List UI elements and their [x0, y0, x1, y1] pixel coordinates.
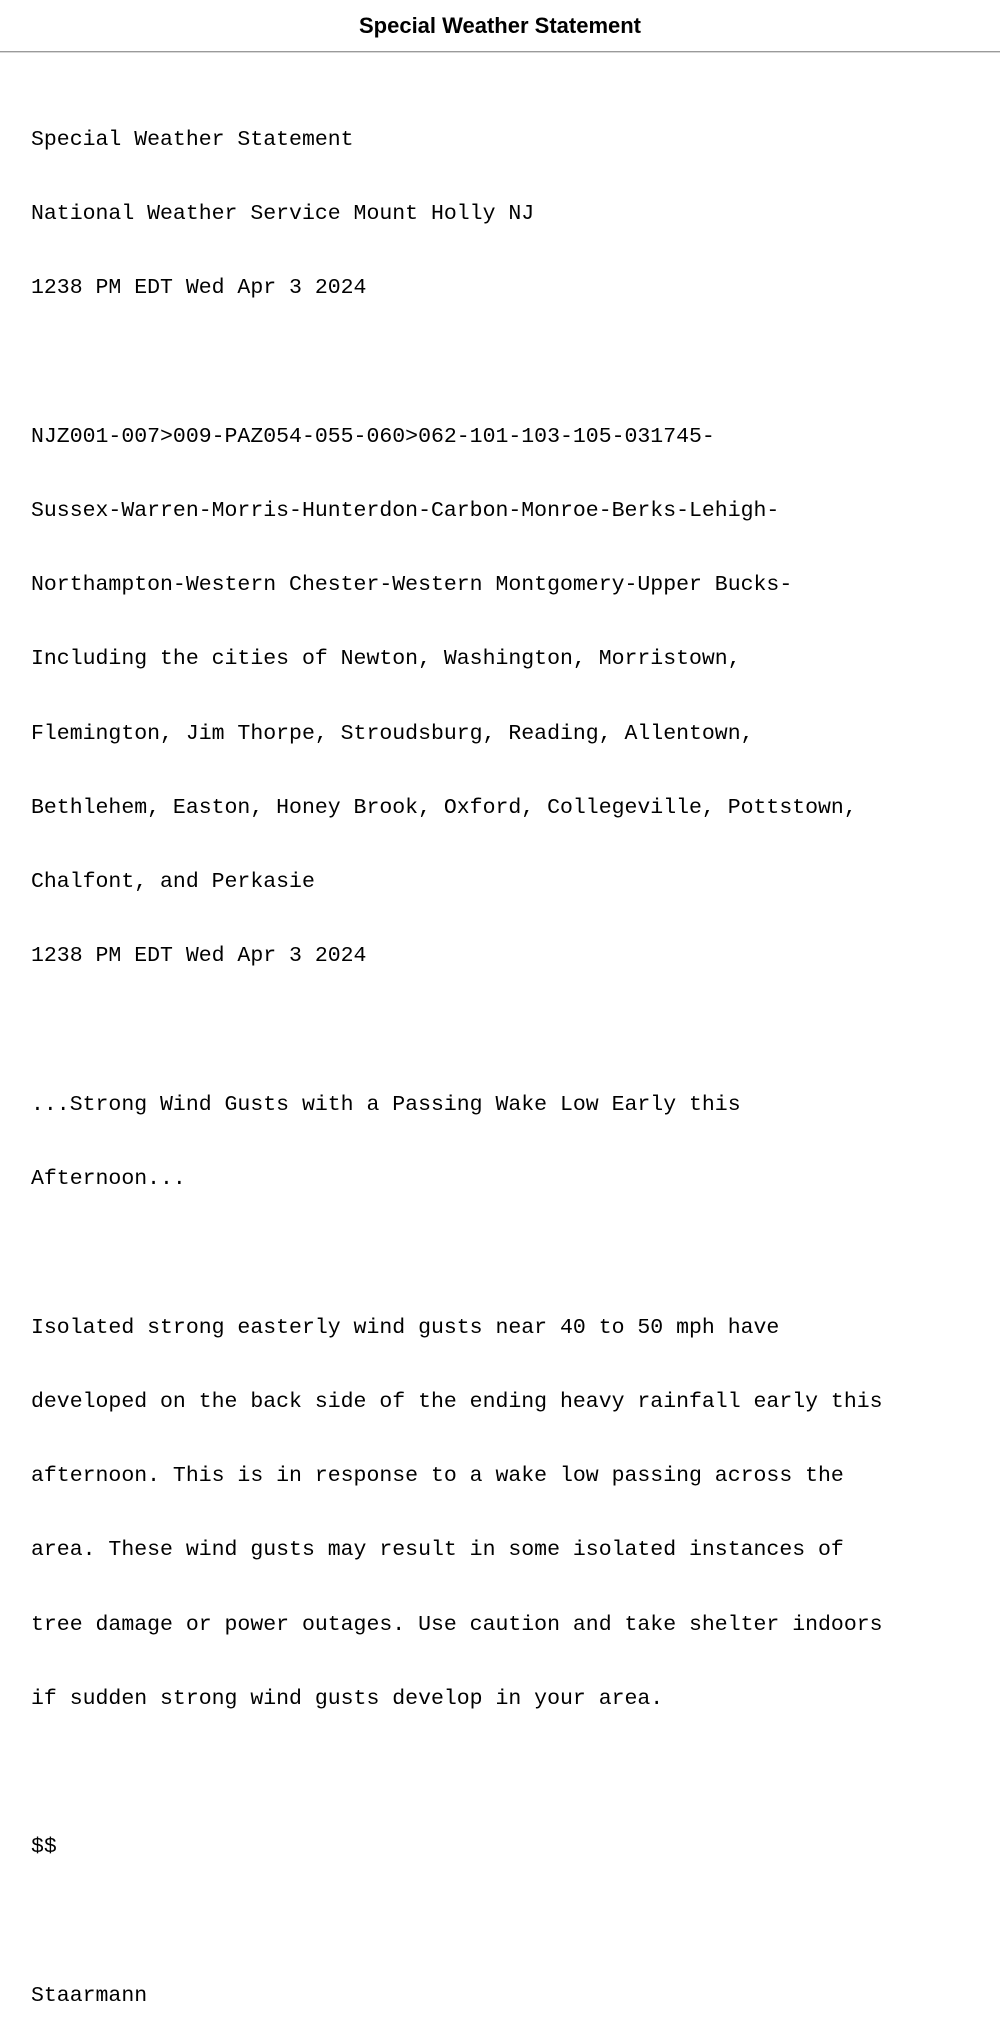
body-line: if sudden strong wind gusts develop in your area. — [31, 1686, 664, 1711]
headline-line: Afternoon... — [31, 1167, 186, 1191]
zone-line: Northampton-Western Chester-Western Montgomery-Upper Bucks- — [31, 573, 793, 597]
page-title: Special Weather Statement — [358, 12, 642, 38]
blank-line — [31, 1761, 981, 1786]
cities-line: Including the cities of Newton, Washington, Morristown, — [31, 647, 741, 672]
cities-line: Bethlehem, Easton, Honey Brook, Oxford, Collegeville, Pottstown, — [31, 795, 857, 820]
terminator: $$ — [31, 1835, 57, 1860]
body-line: developed on the back side of the ending heavy rainfall early this — [31, 1389, 883, 1414]
ugc-line: NJZ001-007>009-PAZ054-055-060>062-101-103-105-031745- — [31, 424, 715, 449]
cities-line: Chalfont, and Perkasie — [31, 870, 315, 894]
blank-line — [31, 350, 981, 375]
issuing-office: National Weather Service Mount Holly NJ — [31, 201, 535, 226]
issue-time: 1238 PM EDT Wed Apr 3 2024 — [31, 276, 367, 300]
blank-line — [31, 1019, 981, 1044]
body-line: tree damage or power outages. Use caution and take shelter indoors — [31, 1612, 883, 1637]
blank-line — [31, 1910, 981, 1935]
forecaster-name: Staarmann — [31, 1983, 148, 2008]
body-line: Isolated strong easterly wind gusts near 40 to 50 mph have — [31, 1315, 780, 1340]
issue-time-repeat: 1238 PM EDT Wed Apr 3 2024 — [31, 944, 367, 969]
headline-line: ...Strong Wind Gusts with a Passing Wake Low Early this — [31, 1092, 741, 1117]
page-header — [0, 0, 1000, 52]
cities-line: Flemington, Jim Thorpe, Stroudsburg, Reading, Allentown, — [31, 721, 754, 746]
product-name: Special Weather Statement — [31, 127, 354, 152]
blank-line — [31, 1241, 981, 1266]
bulletin-text — [31, 78, 981, 2033]
zone-line: Sussex-Warren-Morris-Hunterdon-Carbon-Monroe-Berks-Lehigh- — [31, 498, 780, 523]
body-line: area. These wind gusts may result in some isolated instances of — [31, 1538, 844, 1563]
body-line: afternoon. This is in response to a wake low passing across the — [31, 1464, 844, 1488]
